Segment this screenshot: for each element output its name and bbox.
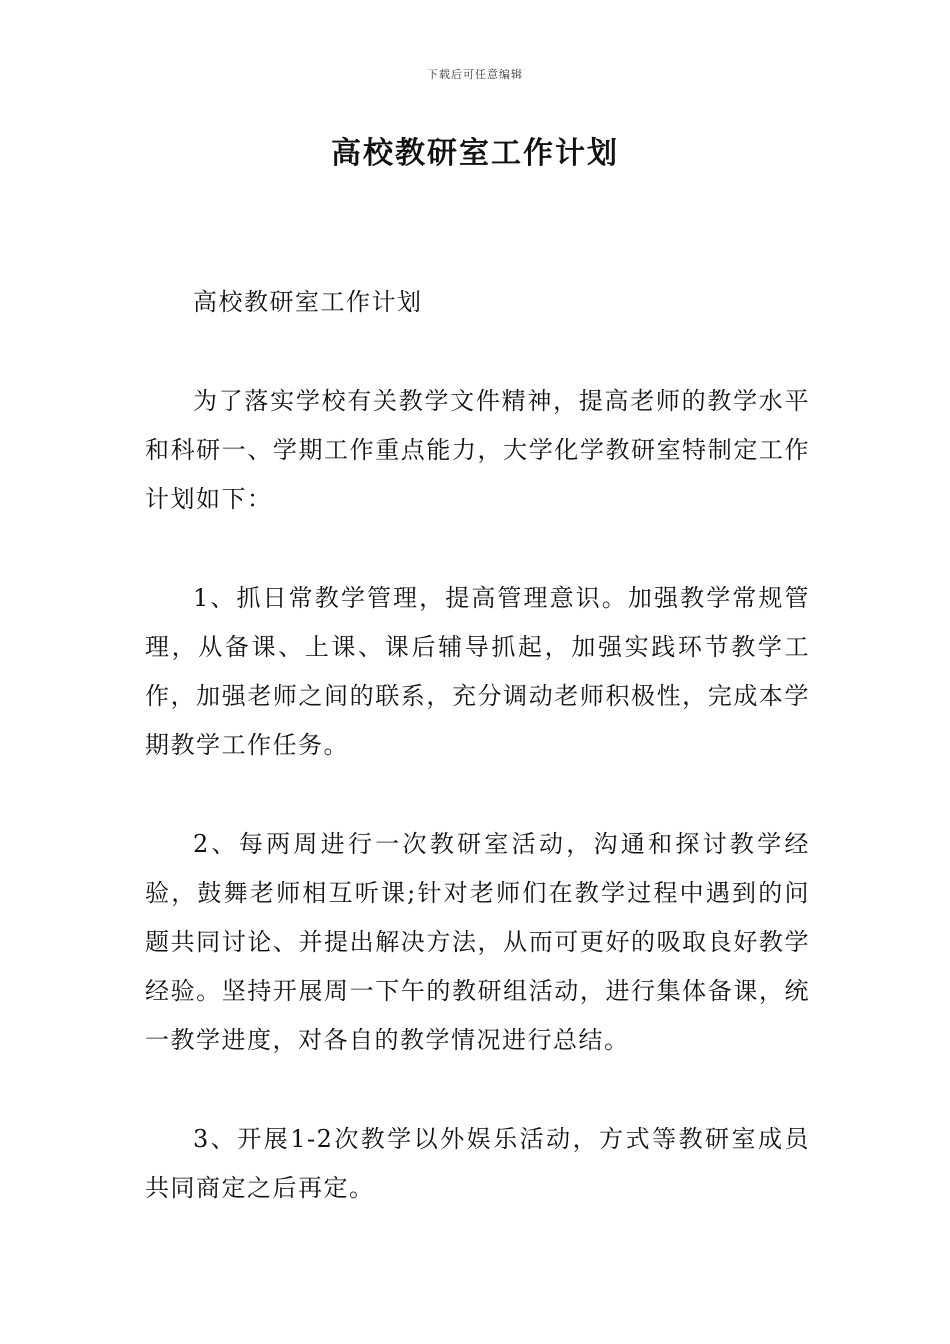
document-body xyxy=(145,278,810,1263)
paragraph-intro: 为了落实学校有关教学文件精神，提高老师的教学水平和科研一、学期工作重点能力，大学化学教研室特制定工作计划如下： xyxy=(145,387,810,513)
paragraph-item-1: 1、抓日常教学管理，提高管理意识。加强教学常规管理，从备课、上课、课后辅导抓起，加强实践环节教学工作，加强老师之间的联系，充分调动老师积极性，完成本学期教学工作任务。 xyxy=(145,584,810,759)
paragraph-item-3: 3、开展1-2次教学以外娱乐活动，方式等教研室成员共同商定之后再定。 xyxy=(145,1125,810,1202)
paragraph-item-2: 2、每两周进行一次教研室活动，沟通和探讨教学经验，鼓舞老师相互听课;针对老师们在教学过程中遇到的问题共同讨论、并提出解决方法，从而可更好的吸取良好教学经验。坚持开展周一下午的教研组活动，进行集体备课，统一教学进度，对各自的教学情况进行总结。 xyxy=(145,830,810,1054)
paragraph-subtitle: 高校教研室工作计划 xyxy=(193,288,423,316)
page-title: 高校教研室工作计划 xyxy=(331,136,619,171)
header-note: 下载后可任意编辑 xyxy=(427,68,523,81)
